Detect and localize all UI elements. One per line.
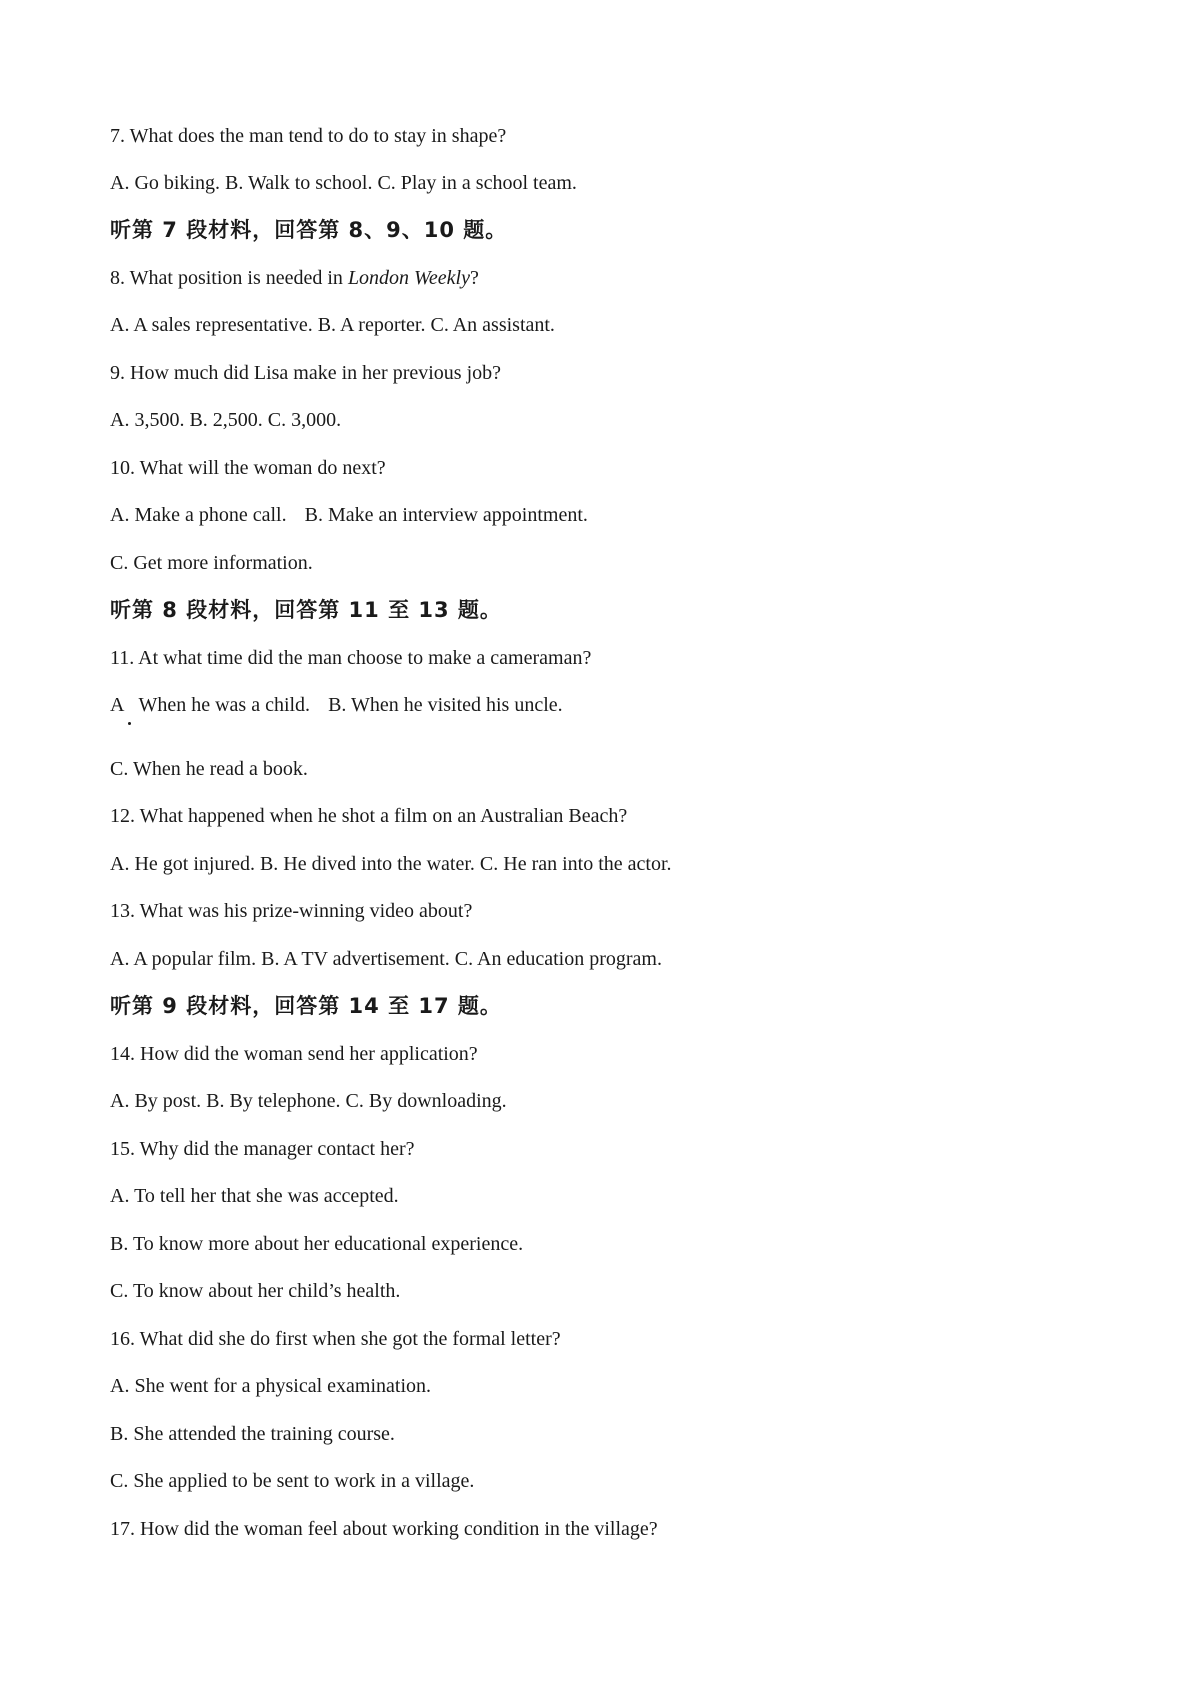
- options-11-ab: [110, 693, 563, 717]
- option-15-c: C. To know about her child’s health.: [110, 1280, 401, 1302]
- question-8-text: 8. What position is needed in: [110, 267, 348, 289]
- option-11-c: C. When he read a book.: [110, 758, 308, 780]
- section-heading-8: 听第 8 段材料，回答第 11 至 13 题。: [110, 598, 502, 622]
- section-heading-7: 听第 7 段材料，回答第 8、9、10 题。: [110, 218, 508, 242]
- question-7: 7. What does the man tend to do to stay in shape?: [110, 125, 507, 147]
- option-11-b: B. When he visited his uncle.: [328, 694, 563, 716]
- stray-dot: [128, 722, 131, 725]
- options-7: A. Go biking. B. Walk to school. C. Play in a school team.: [110, 172, 577, 194]
- options-13: A. A popular film. B. A TV advertisement. C. An education program.: [110, 948, 662, 970]
- question-16: 16. What did she do first when she got the formal letter?: [110, 1328, 561, 1350]
- option-15-b: B. To know more about her educational experience.: [110, 1233, 524, 1255]
- question-10: 10. What will the woman do next?: [110, 457, 386, 479]
- question-15: 15. Why did the manager contact her?: [110, 1138, 415, 1160]
- options-9: A. 3,500. B. 2,500. C. 3,000.: [110, 409, 342, 431]
- option-16-b: B. She attended the training course.: [110, 1423, 395, 1445]
- option-10-b: B. Make an interview appointment.: [304, 504, 588, 526]
- section-heading-9: 听第 9 段材料，回答第 14 至 17 题。: [110, 994, 502, 1018]
- question-8: [110, 266, 479, 290]
- option-11-a: When he was a child.: [138, 694, 311, 716]
- question-8-mark: ?: [469, 267, 479, 289]
- question-12: 12. What happened when he shot a film on an Australian Beach?: [110, 805, 628, 827]
- question-9: 9. How much did Lisa make in her previous job?: [110, 362, 502, 384]
- option-16-a: A. She went for a physical examination.: [110, 1375, 432, 1397]
- question-11: 11. At what time did the man choose to make a cameraman?: [110, 647, 592, 669]
- options-8: A. A sales representative. B. A reporter. C. An assistant.: [110, 314, 555, 336]
- options-14: A. By post. B. By telephone. C. By downloading.: [110, 1090, 507, 1112]
- option-11-a-letter: A: [110, 694, 125, 716]
- question-13: 13. What was his prize-winning video about?: [110, 900, 473, 922]
- publication-title: London Weekly: [347, 267, 470, 289]
- options-10-ab: [110, 503, 588, 527]
- option-10-c: C. Get more information.: [110, 552, 313, 574]
- option-10-a: A. Make a phone call.: [110, 504, 287, 526]
- question-14: 14. How did the woman send her application?: [110, 1043, 478, 1065]
- option-16-c: C. She applied to be sent to work in a village.: [110, 1470, 475, 1492]
- question-17: 17. How did the woman feel about working condition in the village?: [110, 1518, 658, 1540]
- option-15-a: A. To tell her that she was accepted.: [110, 1185, 399, 1207]
- options-12: A. He got injured. B. He dived into the water. C. He ran into the actor.: [110, 853, 672, 875]
